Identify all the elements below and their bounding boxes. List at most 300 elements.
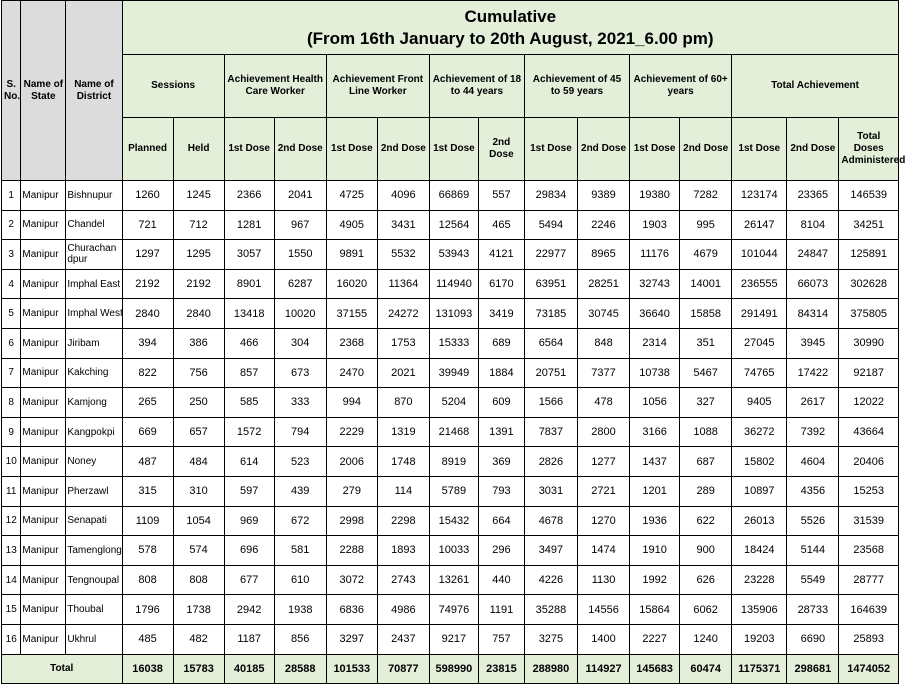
subheader-planned: Planned xyxy=(122,118,173,181)
cell-total-dose1: 135906 xyxy=(732,595,787,625)
cell-age60-dose2: 6062 xyxy=(680,595,732,625)
cell-hcw-dose1: 597 xyxy=(224,476,274,506)
total-total-doses: 1474052 xyxy=(839,654,899,683)
cell-held: 310 xyxy=(173,476,224,506)
cell-age60-dose2: 14001 xyxy=(680,269,732,299)
total-hcw-dose2: 28588 xyxy=(274,654,326,683)
cell-hcw-dose1: 13418 xyxy=(224,299,274,329)
cell-hcw-dose1: 857 xyxy=(224,358,274,388)
cell-state: Manipur xyxy=(21,269,66,299)
cell-total-dose2: 3945 xyxy=(787,328,839,358)
cell-age18-dose1: 53943 xyxy=(429,240,478,270)
cell-held: 2192 xyxy=(173,269,224,299)
cell-age60-dose2: 900 xyxy=(680,536,732,566)
cell-hcw-dose1: 2366 xyxy=(224,181,274,211)
cell-flw-dose2: 1748 xyxy=(377,447,429,477)
header-total-achievement: Total Achievement xyxy=(732,55,899,118)
cell-hcw-dose1: 1281 xyxy=(224,210,274,240)
cell-total-dose1: 236555 xyxy=(732,269,787,299)
cell-total-dose2: 8104 xyxy=(787,210,839,240)
cell-total-dose1: 101044 xyxy=(732,240,787,270)
total-total-dose1: 1175371 xyxy=(732,654,787,683)
cell-planned: 485 xyxy=(122,624,173,654)
header-flw: Achievement Front Line Worker xyxy=(326,55,429,118)
header-hcw: Achievement Health Care Worker xyxy=(224,55,326,118)
cell-planned: 315 xyxy=(122,476,173,506)
cell-total-dose2: 4604 xyxy=(787,447,839,477)
cell-state: Manipur xyxy=(21,565,66,595)
table-row xyxy=(2,624,899,654)
cell-flw-dose2: 2743 xyxy=(377,565,429,595)
cell-district: Tamenglong xyxy=(66,536,122,566)
table-row xyxy=(2,299,899,329)
cell-district: Kamjong xyxy=(66,388,122,418)
cell-flw-dose2: 11364 xyxy=(377,269,429,299)
total-planned: 16038 xyxy=(122,654,173,683)
cell-total-doses: 15253 xyxy=(839,476,899,506)
cell-total-doses: 12022 xyxy=(839,388,899,418)
cell-district: Senapati xyxy=(66,506,122,536)
cell-total-doses: 92187 xyxy=(839,358,899,388)
header-district: Name of District xyxy=(66,1,122,181)
cell-held: 1245 xyxy=(173,181,224,211)
cell-flw-dose1: 994 xyxy=(326,388,377,418)
cell-age18-dose2: 1884 xyxy=(478,358,524,388)
cell-age60-dose1: 1201 xyxy=(630,476,680,506)
cell-age18-dose1: 15333 xyxy=(429,328,478,358)
cell-age18-dose1: 21468 xyxy=(429,417,478,447)
cell-total-dose1: 19203 xyxy=(732,624,787,654)
cell-sno: 10 xyxy=(2,447,21,477)
cell-age45-dose2: 1277 xyxy=(577,447,629,477)
cell-hcw-dose2: 6287 xyxy=(274,269,326,299)
cell-age45-dose2: 9389 xyxy=(577,181,629,211)
cell-age60-dose1: 15864 xyxy=(630,595,680,625)
cell-age60-dose2: 4679 xyxy=(680,240,732,270)
cell-district: Chandel xyxy=(66,210,122,240)
cell-age18-dose2: 689 xyxy=(478,328,524,358)
total-flw-dose1: 101533 xyxy=(326,654,377,683)
cell-flw-dose2: 24272 xyxy=(377,299,429,329)
cell-district: Pherzawl xyxy=(66,476,122,506)
table-row xyxy=(2,417,899,447)
total-age45-dose1: 288980 xyxy=(524,654,577,683)
cell-district: Bishnupur xyxy=(66,181,122,211)
cell-age45-dose1: 1566 xyxy=(524,388,577,418)
cell-age18-dose2: 793 xyxy=(478,476,524,506)
cell-flw-dose1: 3297 xyxy=(326,624,377,654)
cell-age18-dose2: 6170 xyxy=(478,269,524,299)
cell-age18-dose1: 12564 xyxy=(429,210,478,240)
cell-state: Manipur xyxy=(21,624,66,654)
cell-state: Manipur xyxy=(21,536,66,566)
cell-age18-dose2: 3419 xyxy=(478,299,524,329)
total-age60-dose2: 60474 xyxy=(680,654,732,683)
table-row xyxy=(2,358,899,388)
cell-age18-dose1: 131093 xyxy=(429,299,478,329)
cell-flw-dose2: 5532 xyxy=(377,240,429,270)
cell-age60-dose1: 2314 xyxy=(630,328,680,358)
cell-age18-dose2: 757 xyxy=(478,624,524,654)
cell-flw-dose1: 16020 xyxy=(326,269,377,299)
subheader-total-doses: Total Doses Administered xyxy=(839,118,899,181)
cell-hcw-dose2: 581 xyxy=(274,536,326,566)
cell-hcw-dose2: 523 xyxy=(274,447,326,477)
subheader-total-dose2: 2nd Dose xyxy=(787,118,839,181)
cell-total-dose2: 23365 xyxy=(787,181,839,211)
table-row xyxy=(2,476,899,506)
cell-age18-dose2: 557 xyxy=(478,181,524,211)
cell-hcw-dose2: 856 xyxy=(274,624,326,654)
cell-planned: 487 xyxy=(122,447,173,477)
cell-flw-dose2: 3431 xyxy=(377,210,429,240)
subheader-45-dose1: 1st Dose xyxy=(524,118,577,181)
cell-age18-dose1: 13261 xyxy=(429,565,478,595)
cell-district: Imphal East xyxy=(66,269,122,299)
cell-age18-dose2: 664 xyxy=(478,506,524,536)
cell-total-dose2: 2617 xyxy=(787,388,839,418)
table-row xyxy=(2,388,899,418)
cell-total-dose2: 28733 xyxy=(787,595,839,625)
subheader-45-dose2: 2nd Dose xyxy=(577,118,629,181)
cell-held: 1295 xyxy=(173,240,224,270)
cell-hcw-dose2: 333 xyxy=(274,388,326,418)
cell-planned: 721 xyxy=(122,210,173,240)
total-age45-dose2: 114927 xyxy=(577,654,629,683)
header-age-60-plus: Achievement of 60+ years xyxy=(630,55,732,118)
cell-total-dose2: 17422 xyxy=(787,358,839,388)
cell-sno: 4 xyxy=(2,269,21,299)
cell-age45-dose1: 4678 xyxy=(524,506,577,536)
cell-age60-dose2: 7282 xyxy=(680,181,732,211)
table-row xyxy=(2,240,899,270)
cell-age60-dose1: 3166 xyxy=(630,417,680,447)
cell-total-dose1: 9405 xyxy=(732,388,787,418)
total-hcw-dose1: 40185 xyxy=(224,654,274,683)
cell-total-doses: 23568 xyxy=(839,536,899,566)
subheader-flw-dose1: 1st Dose xyxy=(326,118,377,181)
cell-age60-dose2: 327 xyxy=(680,388,732,418)
cell-age45-dose2: 478 xyxy=(577,388,629,418)
cell-district: Churachandpur xyxy=(66,240,122,270)
total-held: 15783 xyxy=(173,654,224,683)
cell-planned: 669 xyxy=(122,417,173,447)
cell-held: 808 xyxy=(173,565,224,595)
subheader-total-dose1: 1st Dose xyxy=(732,118,787,181)
cell-age18-dose2: 369 xyxy=(478,447,524,477)
cell-held: 482 xyxy=(173,624,224,654)
cell-sno: 12 xyxy=(2,506,21,536)
title-date-range: (From 16th January to 20th August, 2021_6.00 pm) xyxy=(306,28,714,48)
cell-age45-dose2: 14556 xyxy=(577,595,629,625)
cell-total-dose2: 84314 xyxy=(787,299,839,329)
cell-state: Manipur xyxy=(21,388,66,418)
cell-total-dose2: 66073 xyxy=(787,269,839,299)
cell-age45-dose1: 73185 xyxy=(524,299,577,329)
header-sno: S. No. xyxy=(2,1,21,181)
cell-age45-dose1: 3275 xyxy=(524,624,577,654)
cell-sno: 15 xyxy=(2,595,21,625)
cell-age18-dose1: 66869 xyxy=(429,181,478,211)
cell-age45-dose1: 20751 xyxy=(524,358,577,388)
cell-planned: 1297 xyxy=(122,240,173,270)
cell-age60-dose2: 15858 xyxy=(680,299,732,329)
cell-sno: 7 xyxy=(2,358,21,388)
cell-age60-dose1: 1056 xyxy=(630,388,680,418)
cell-age60-dose2: 351 xyxy=(680,328,732,358)
cell-flw-dose1: 6836 xyxy=(326,595,377,625)
cell-age18-dose1: 5204 xyxy=(429,388,478,418)
cell-flw-dose1: 2229 xyxy=(326,417,377,447)
cell-planned: 808 xyxy=(122,565,173,595)
cell-total-dose2: 5144 xyxy=(787,536,839,566)
cell-total-dose2: 6690 xyxy=(787,624,839,654)
cell-flw-dose2: 870 xyxy=(377,388,429,418)
cell-age45-dose1: 63951 xyxy=(524,269,577,299)
cell-hcw-dose2: 304 xyxy=(274,328,326,358)
cell-age60-dose1: 32743 xyxy=(630,269,680,299)
cell-age45-dose1: 3497 xyxy=(524,536,577,566)
cell-hcw-dose2: 794 xyxy=(274,417,326,447)
cell-held: 1054 xyxy=(173,506,224,536)
cell-age60-dose2: 995 xyxy=(680,210,732,240)
cell-age60-dose1: 1910 xyxy=(630,536,680,566)
header-state: Name of State xyxy=(21,1,66,181)
cell-held: 1738 xyxy=(173,595,224,625)
cell-sno: 13 xyxy=(2,536,21,566)
subheader-hcw-dose1: 1st Dose xyxy=(224,118,274,181)
cell-hcw-dose2: 10020 xyxy=(274,299,326,329)
cell-district: Ukhrul xyxy=(66,624,122,654)
cell-age45-dose2: 2246 xyxy=(577,210,629,240)
cell-held: 484 xyxy=(173,447,224,477)
total-row xyxy=(2,654,899,683)
cell-flw-dose1: 2470 xyxy=(326,358,377,388)
title-cumulative: Cumulative xyxy=(464,6,557,26)
cell-hcw-dose2: 610 xyxy=(274,565,326,595)
cell-planned: 2840 xyxy=(122,299,173,329)
cell-planned: 822 xyxy=(122,358,173,388)
cell-age18-dose1: 74976 xyxy=(429,595,478,625)
cell-hcw-dose2: 1550 xyxy=(274,240,326,270)
cell-district: Jiribam xyxy=(66,328,122,358)
cell-flw-dose2: 4986 xyxy=(377,595,429,625)
cell-age45-dose1: 4226 xyxy=(524,565,577,595)
cell-total-doses: 125891 xyxy=(839,240,899,270)
table-body xyxy=(2,181,899,684)
cell-age18-dose2: 440 xyxy=(478,565,524,595)
cell-age60-dose2: 1240 xyxy=(680,624,732,654)
cell-age45-dose2: 2721 xyxy=(577,476,629,506)
cell-flw-dose1: 2368 xyxy=(326,328,377,358)
cell-state: Manipur xyxy=(21,476,66,506)
cell-total-dose2: 5549 xyxy=(787,565,839,595)
cell-sno: 5 xyxy=(2,299,21,329)
cell-hcw-dose1: 1187 xyxy=(224,624,274,654)
cell-age18-dose2: 1391 xyxy=(478,417,524,447)
cell-flw-dose1: 37155 xyxy=(326,299,377,329)
subheader-18-dose1: 1st Dose xyxy=(429,118,478,181)
cell-held: 712 xyxy=(173,210,224,240)
cell-sno: 1 xyxy=(2,181,21,211)
subheader-hcw-dose2: 2nd Dose xyxy=(274,118,326,181)
cell-held: 756 xyxy=(173,358,224,388)
cell-age18-dose1: 5789 xyxy=(429,476,478,506)
cell-total-doses: 146539 xyxy=(839,181,899,211)
cell-flw-dose2: 1319 xyxy=(377,417,429,447)
cell-total-doses: 20406 xyxy=(839,447,899,477)
cell-sno: 9 xyxy=(2,417,21,447)
cell-planned: 1260 xyxy=(122,181,173,211)
total-age60-dose1: 145683 xyxy=(630,654,680,683)
cell-hcw-dose2: 673 xyxy=(274,358,326,388)
cell-hcw-dose2: 672 xyxy=(274,506,326,536)
table-row xyxy=(2,328,899,358)
cell-total-dose1: 15802 xyxy=(732,447,787,477)
cell-hcw-dose2: 439 xyxy=(274,476,326,506)
cell-age60-dose1: 1437 xyxy=(630,447,680,477)
cell-hcw-dose1: 614 xyxy=(224,447,274,477)
cell-flw-dose1: 279 xyxy=(326,476,377,506)
table-row xyxy=(2,210,899,240)
cell-age45-dose2: 1270 xyxy=(577,506,629,536)
cell-age18-dose2: 1191 xyxy=(478,595,524,625)
cell-total-doses: 28777 xyxy=(839,565,899,595)
cell-total-doses: 43664 xyxy=(839,417,899,447)
cell-age45-dose2: 7377 xyxy=(577,358,629,388)
vaccination-table xyxy=(1,0,905,684)
cell-state: Manipur xyxy=(21,447,66,477)
cell-age60-dose2: 289 xyxy=(680,476,732,506)
cell-district: Kangpokpi xyxy=(66,417,122,447)
cell-age45-dose1: 7837 xyxy=(524,417,577,447)
cell-age18-dose2: 609 xyxy=(478,388,524,418)
cell-total-dose1: 10897 xyxy=(732,476,787,506)
cell-planned: 2192 xyxy=(122,269,173,299)
cell-state: Manipur xyxy=(21,506,66,536)
cell-state: Manipur xyxy=(21,181,66,211)
cell-age60-dose2: 5467 xyxy=(680,358,732,388)
cell-held: 657 xyxy=(173,417,224,447)
cell-age18-dose2: 4121 xyxy=(478,240,524,270)
cell-age60-dose2: 626 xyxy=(680,565,732,595)
cell-planned: 1796 xyxy=(122,595,173,625)
cell-district: Kakching xyxy=(66,358,122,388)
cell-sno: 6 xyxy=(2,328,21,358)
cell-hcw-dose1: 466 xyxy=(224,328,274,358)
cell-age18-dose1: 15432 xyxy=(429,506,478,536)
cell-total-dose1: 23228 xyxy=(732,565,787,595)
cell-age60-dose1: 36640 xyxy=(630,299,680,329)
cell-hcw-dose2: 1938 xyxy=(274,595,326,625)
cell-total-doses: 25893 xyxy=(839,624,899,654)
cell-age60-dose1: 2227 xyxy=(630,624,680,654)
subheader-60-dose1: 1st Dose xyxy=(630,118,680,181)
cell-flw-dose1: 2288 xyxy=(326,536,377,566)
total-age18-dose1: 598990 xyxy=(429,654,478,683)
total-flw-dose2: 70877 xyxy=(377,654,429,683)
table-row xyxy=(2,506,899,536)
cell-held: 386 xyxy=(173,328,224,358)
table-row xyxy=(2,269,899,299)
cell-age60-dose2: 622 xyxy=(680,506,732,536)
table-title xyxy=(122,1,898,55)
cell-total-dose1: 123174 xyxy=(732,181,787,211)
cell-held: 250 xyxy=(173,388,224,418)
total-age18-dose2: 23815 xyxy=(478,654,524,683)
cell-age60-dose1: 11176 xyxy=(630,240,680,270)
cell-age18-dose2: 296 xyxy=(478,536,524,566)
cell-age45-dose2: 1474 xyxy=(577,536,629,566)
cell-age45-dose1: 2826 xyxy=(524,447,577,477)
cell-age45-dose2: 2800 xyxy=(577,417,629,447)
subheader-held: Held xyxy=(173,118,224,181)
cell-age60-dose2: 687 xyxy=(680,447,732,477)
cell-sno: 8 xyxy=(2,388,21,418)
cell-total-dose2: 5526 xyxy=(787,506,839,536)
cell-district: Tengnoupal xyxy=(66,565,122,595)
cell-state: Manipur xyxy=(21,417,66,447)
cell-state: Manipur xyxy=(21,240,66,270)
cell-age60-dose1: 1936 xyxy=(630,506,680,536)
cell-flw-dose2: 2298 xyxy=(377,506,429,536)
cell-hcw-dose1: 677 xyxy=(224,565,274,595)
header-age-45-59: Achievement of 45 to 59 years xyxy=(524,55,629,118)
cell-total-dose1: 18424 xyxy=(732,536,787,566)
cell-age45-dose2: 28251 xyxy=(577,269,629,299)
cell-hcw-dose2: 967 xyxy=(274,210,326,240)
total-label: Total xyxy=(2,654,123,683)
cell-hcw-dose1: 585 xyxy=(224,388,274,418)
table-row xyxy=(2,565,899,595)
cell-hcw-dose1: 3057 xyxy=(224,240,274,270)
cell-age45-dose2: 848 xyxy=(577,328,629,358)
cell-age45-dose1: 3031 xyxy=(524,476,577,506)
cell-total-dose2: 24847 xyxy=(787,240,839,270)
total-total-dose2: 298681 xyxy=(787,654,839,683)
cell-age18-dose1: 8919 xyxy=(429,447,478,477)
cell-flw-dose2: 2437 xyxy=(377,624,429,654)
cell-flw-dose1: 3072 xyxy=(326,565,377,595)
cell-age60-dose2: 1088 xyxy=(680,417,732,447)
cell-planned: 1109 xyxy=(122,506,173,536)
cell-age18-dose1: 10033 xyxy=(429,536,478,566)
cell-hcw-dose1: 8901 xyxy=(224,269,274,299)
cell-total-dose2: 4356 xyxy=(787,476,839,506)
cell-age18-dose1: 39949 xyxy=(429,358,478,388)
cell-held: 574 xyxy=(173,536,224,566)
cell-age45-dose1: 29834 xyxy=(524,181,577,211)
header-age-18-44: Achievement of 18 to 44 years xyxy=(429,55,524,118)
cell-flw-dose1: 2006 xyxy=(326,447,377,477)
cell-sno: 16 xyxy=(2,624,21,654)
cell-state: Manipur xyxy=(21,328,66,358)
cell-age45-dose2: 8965 xyxy=(577,240,629,270)
cell-sno: 2 xyxy=(2,210,21,240)
cell-total-dose1: 27045 xyxy=(732,328,787,358)
cell-total-dose1: 26147 xyxy=(732,210,787,240)
cell-hcw-dose1: 696 xyxy=(224,536,274,566)
cell-age45-dose1: 5494 xyxy=(524,210,577,240)
cell-age60-dose1: 10738 xyxy=(630,358,680,388)
cell-state: Manipur xyxy=(21,299,66,329)
cell-district: Noney xyxy=(66,447,122,477)
cell-hcw-dose1: 1572 xyxy=(224,417,274,447)
cell-flw-dose2: 4096 xyxy=(377,181,429,211)
subheader-flw-dose2: 2nd Dose xyxy=(377,118,429,181)
cell-hcw-dose2: 2041 xyxy=(274,181,326,211)
cell-planned: 265 xyxy=(122,388,173,418)
